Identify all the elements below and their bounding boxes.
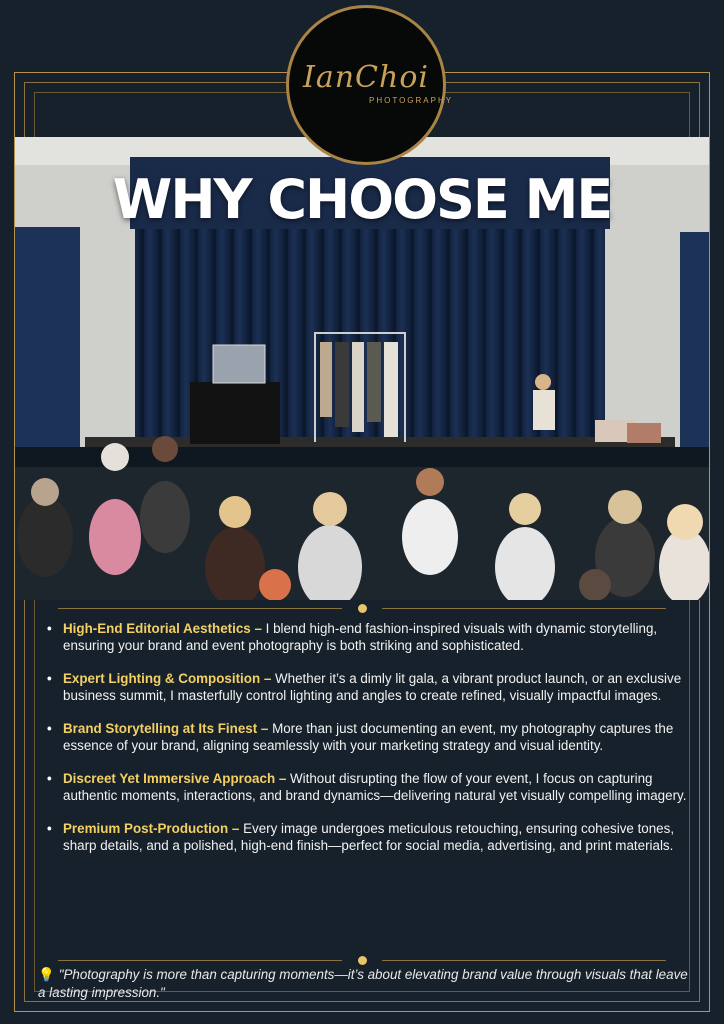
feature-text: Every image undergoes meticulous retouching, ensuring cohesive tones, sharp details, and a polished, high-end finish—perfect for social media, advertising, and print materials.: [63, 821, 675, 853]
feature-text: Without disrupting the flow of your event, I focus on capturing authentic moments, interactions, and brand dynamics—delivering natural yet visually compelling imagery.: [63, 771, 687, 803]
list-item: [44, 620, 694, 654]
feature-heading: Premium Post-Production –: [63, 821, 240, 836]
bullet-icon: •: [47, 821, 52, 836]
feature-heading: Discreet Yet Immersive Approach –: [63, 771, 287, 786]
list-item: [44, 670, 694, 704]
logo-script-text: IanChoi: [303, 60, 429, 95]
lightbulb-icon: 💡: [38, 967, 55, 982]
bullet-icon: •: [47, 721, 52, 736]
feature-text: I blend high-end fashion-inspired visuals with dynamic storytelling, ensuring your brand and event photography is both striking and sophisticated.: [63, 621, 658, 653]
page-title: WHY CHOOSE ME: [112, 168, 612, 231]
feature-heading: Expert Lighting & Composition –: [63, 671, 272, 686]
feature-list: [44, 620, 694, 870]
feature-heading: Brand Storytelling at Its Finest –: [63, 721, 269, 736]
feature-heading: High-End Editorial Aesthetics –: [63, 621, 262, 636]
divider-dot-icon: [358, 604, 367, 613]
feature-text: Whether it’s a dimly lit gala, a vibrant product launch, or an exclusive business summit, I masterfully control lighting and angles to create refined, visually impactful images.: [63, 671, 682, 703]
feature-text: More than just documenting an event, my photography captures the essence of your brand, aligning seamlessly with your marketing strategy and visual identity.: [63, 721, 674, 753]
divider-top: [58, 604, 666, 614]
list-item: [44, 770, 694, 804]
list-item: [44, 720, 694, 754]
closing-quote: [38, 966, 688, 1002]
bullet-icon: •: [47, 771, 52, 786]
list-item: [44, 820, 694, 854]
logo-subtitle: PHOTOGRAPHY: [369, 96, 454, 105]
divider-bottom: [58, 956, 666, 966]
divider-dot-icon: [358, 956, 367, 965]
quote-text: "Photography is more than capturing moments—it’s about elevating brand value through visuals that leave a lasting impression.": [38, 967, 688, 1000]
bullet-icon: •: [47, 621, 52, 636]
brand-logo: [286, 5, 454, 165]
bullet-icon: •: [47, 671, 52, 686]
